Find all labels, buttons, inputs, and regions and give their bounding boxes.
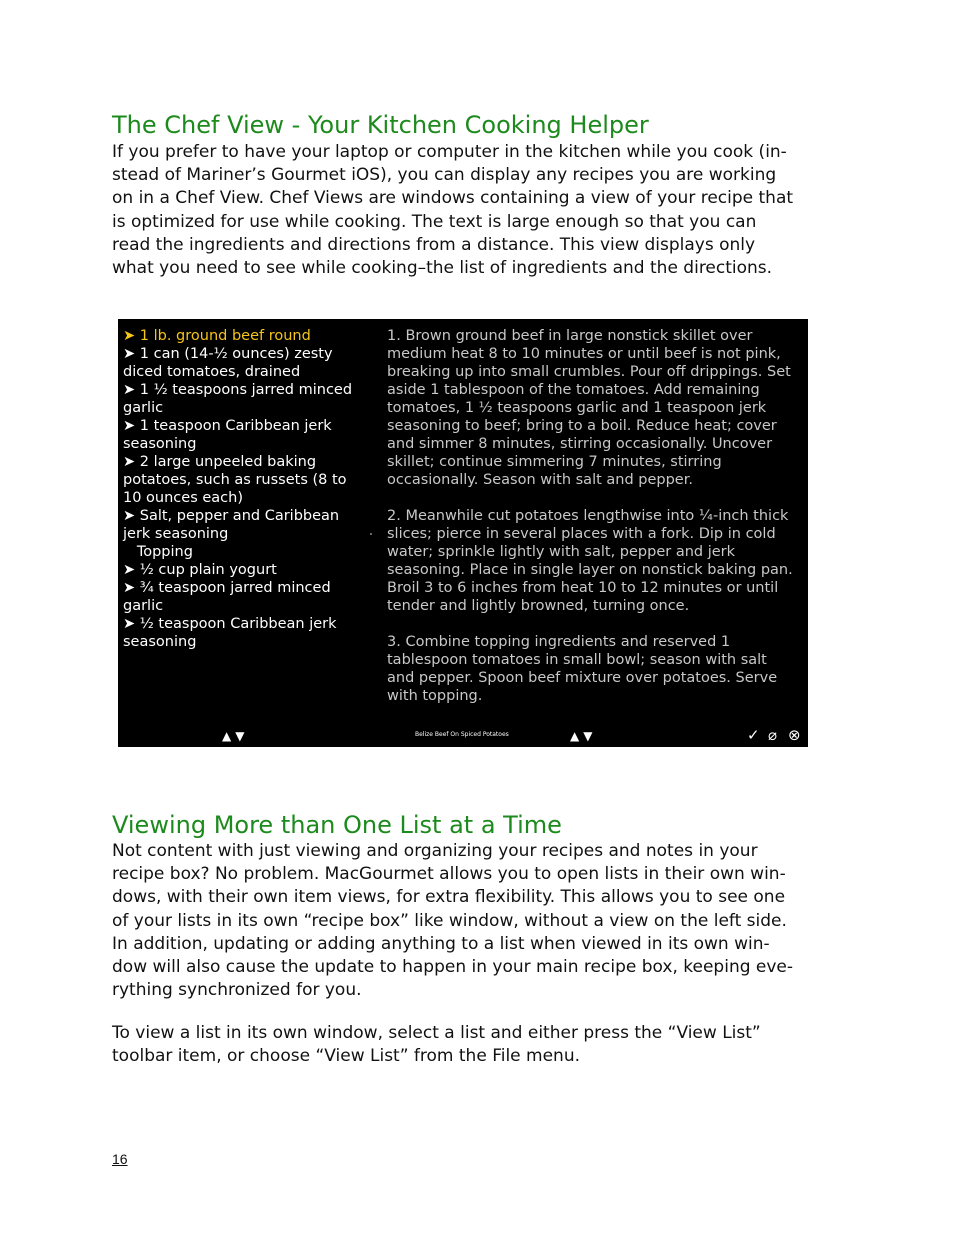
paragraph-line: rything synchronized for you. bbox=[112, 980, 362, 1001]
paragraph-line: stead of Mariner’s Gourmet iOS), you can display any recipes you are working bbox=[112, 165, 777, 186]
paragraph-line: Not content with just viewing and organizing your recipes and notes in your bbox=[112, 841, 758, 861]
direction-line: Broil 3 to 6 inches from heat 10 to 12 minutes or until bbox=[387, 580, 779, 596]
ingredient-line[interactable]: ➤ ½ teaspoon Caribbean jerk bbox=[123, 616, 337, 632]
direction-line: skillet; continue simmering 7 minutes, stirring bbox=[387, 454, 722, 470]
page-number: 16 bbox=[112, 1151, 128, 1167]
ingredient-line[interactable]: potatoes, such as russets (8 to bbox=[123, 472, 347, 488]
ingredient-line[interactable]: garlic bbox=[123, 598, 164, 614]
direction-line: 3. Combine topping ingredients and reserved 1 bbox=[387, 634, 731, 650]
paragraph-line: If you prefer to have your laptop or computer in the kitchen while you cook (in- bbox=[112, 142, 787, 162]
paragraph-line: In addition, updating or adding anything to a list when viewed in its own win- bbox=[112, 933, 770, 954]
section-title-multiple-lists: Viewing More than One List at a Time bbox=[112, 811, 562, 839]
section-title-chef-view: The Chef View - Your Kitchen Cooking Helper bbox=[112, 111, 649, 139]
ingredient-line[interactable]: ➤ ½ cup plain yogurt bbox=[123, 562, 277, 578]
direction-line: seasoning to beef; bring to a boil. Reduce heat; cover bbox=[387, 418, 777, 434]
ingredient-line[interactable]: ➤ ¾ teaspoon jarred minced bbox=[123, 580, 331, 596]
paragraph-line: To view a list in its own window, select a list and either press the “View List” bbox=[112, 1023, 761, 1043]
directions-list bbox=[387, 327, 805, 723]
paragraph-line: dows, with their own item views, for extra flexibility. This allows you to see one bbox=[112, 887, 786, 908]
direction-step-1 bbox=[387, 327, 805, 489]
ingredient-line[interactable]: ➤ 2 large unpeeled baking bbox=[123, 454, 317, 470]
ingredient-line[interactable]: garlic bbox=[123, 400, 164, 416]
direction-line: tablespoon tomatoes in small bowl; season with salt bbox=[387, 652, 767, 668]
direction-line: tomatoes, 1 ½ teaspoons garlic and 1 teaspoon jerk bbox=[387, 400, 767, 416]
chef-view-paragraph bbox=[112, 141, 847, 280]
ingredient-group-heading: Topping bbox=[123, 544, 193, 560]
paragraph-line: recipe box? No problem. MacGourmet allows you to open lists in their own win- bbox=[112, 864, 786, 885]
direction-line: seasoning. Place in single layer on nonstick baking pan. bbox=[387, 562, 793, 578]
paragraph-line: toolbar item, or choose “View List” from the File menu. bbox=[112, 1046, 581, 1067]
direction-line: 2. Meanwhile cut potatoes lengthwise into ¼-inch thick bbox=[387, 508, 789, 524]
direction-line: tender and lightly browned, turning once. bbox=[387, 598, 690, 614]
ingredients-list bbox=[123, 327, 368, 651]
check-icon[interactable]: ✓ bbox=[747, 726, 760, 744]
multiple-lists-paragraph-2 bbox=[112, 1022, 847, 1068]
direction-line: water; sprinkle lightly with salt, pepper and jerk bbox=[387, 544, 736, 560]
ingredient-line[interactable]: 10 ounces each) bbox=[123, 490, 243, 506]
ingredients-scroll-arrows[interactable]: ▲▼ bbox=[222, 729, 249, 743]
pane-divider[interactable] bbox=[370, 533, 372, 535]
direction-line: slices; pierce in several places with a fork. Dip in cold bbox=[387, 526, 776, 542]
direction-step-2 bbox=[387, 507, 805, 615]
multiple-lists-paragraph-1 bbox=[112, 840, 847, 1002]
direction-line: medium heat 8 to 10 minutes or until beef is not pink, bbox=[387, 346, 781, 362]
ingredient-line[interactable]: jerk seasoning bbox=[123, 526, 229, 542]
direction-step-3 bbox=[387, 633, 805, 705]
ingredient-line[interactable]: diced tomatoes, drained bbox=[123, 364, 301, 380]
paragraph-line: read the ingredients and directions from a distance. This view displays only bbox=[112, 234, 756, 255]
ingredient-line[interactable]: seasoning bbox=[123, 436, 197, 452]
direction-line: breaking up into small crumbles. Pour off drippings. Set bbox=[387, 364, 791, 380]
direction-line: 1. Brown ground beef in large nonstick skillet over bbox=[387, 328, 753, 344]
paragraph-line: dow will also cause the update to happen in your main recipe box, keeping eve- bbox=[112, 957, 794, 978]
direction-line: aside 1 tablespoon of the tomatoes. Add remaining bbox=[387, 382, 760, 398]
ingredient-line[interactable]: ➤ Salt, pepper and Caribbean bbox=[123, 508, 340, 524]
direction-line: and simmer 8 minutes, stirring occasionally. Uncover bbox=[387, 436, 773, 452]
microphone-off-icon[interactable]: ⌀ bbox=[768, 726, 778, 744]
direction-line: occasionally. Season with salt and pepper. bbox=[387, 472, 693, 488]
ingredient-line[interactable]: ➤ 1 can (14-½ ounces) zesty bbox=[123, 346, 333, 362]
chef-view-screenshot bbox=[118, 319, 808, 747]
directions-scroll-arrows[interactable]: ▲▼ bbox=[570, 729, 597, 743]
ingredient-line[interactable]: ➤ 1 ½ teaspoons jarred minced bbox=[123, 382, 353, 398]
ingredient-line-selected[interactable]: ➤ 1 lb. ground beef round bbox=[123, 328, 311, 344]
close-icon[interactable]: ⊗ bbox=[788, 726, 801, 744]
ingredient-line[interactable]: seasoning bbox=[123, 634, 197, 650]
paragraph-line: is optimized for use while cooking. The text is large enough so that you can bbox=[112, 211, 757, 232]
ingredient-line[interactable]: ➤ 1 teaspoon Caribbean jerk bbox=[123, 418, 332, 434]
paragraph-line: on in a Chef View. Chef Views are windows containing a view of your recipe that bbox=[112, 188, 794, 209]
paragraph-line: of your lists in its own “recipe box” like window, without a view on the left side. bbox=[112, 910, 787, 931]
direction-line: and pepper. Spoon beef mixture over potatoes. Serve bbox=[387, 670, 778, 686]
paragraph-line: what you need to see while cooking–the list of ingredients and the directions. bbox=[112, 258, 773, 279]
direction-line: with topping. bbox=[387, 688, 483, 704]
recipe-title-footer: Belize Beef On Spiced Potatoes bbox=[415, 731, 509, 738]
